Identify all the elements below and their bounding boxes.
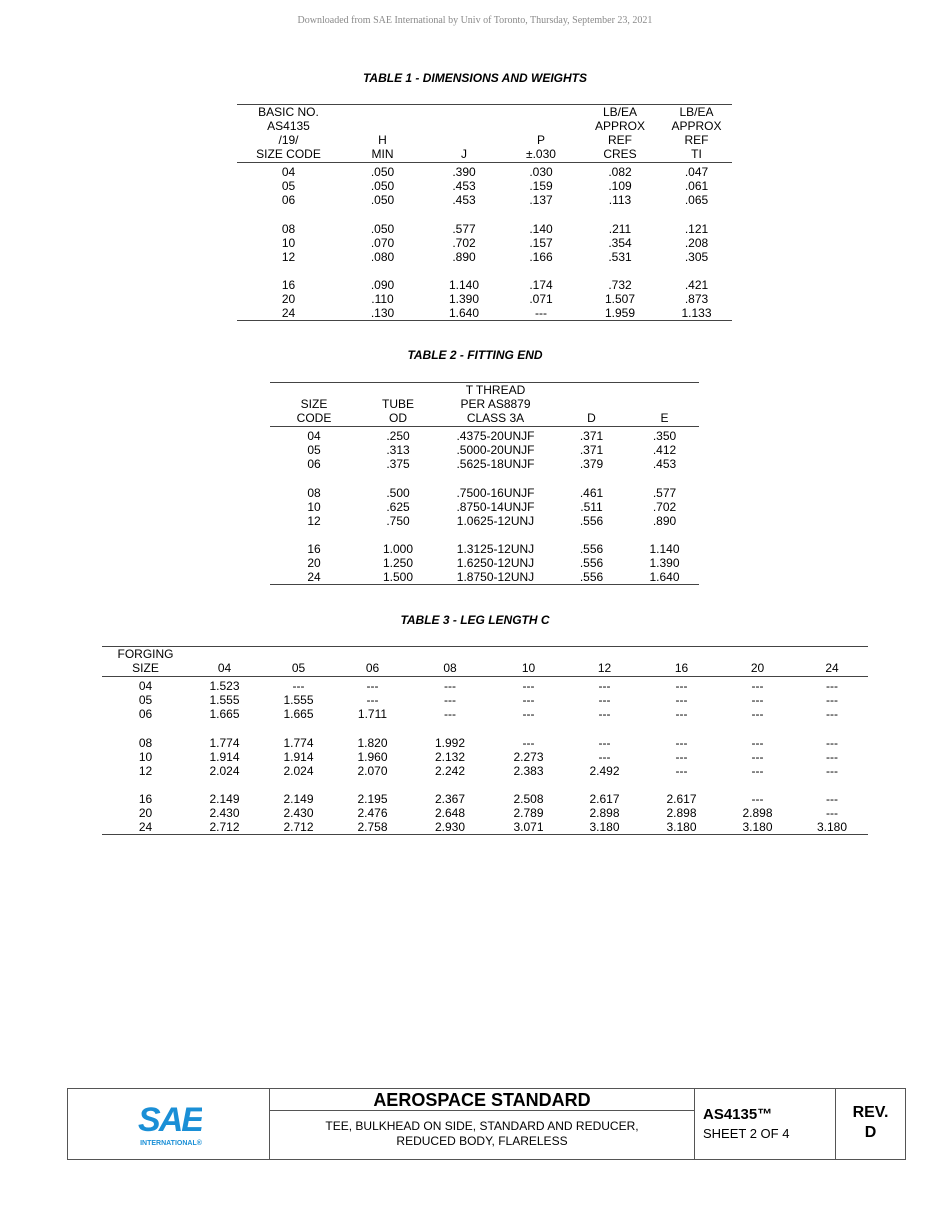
table-cell: 3.071: [492, 820, 565, 835]
table-cell: .371: [579, 429, 604, 443]
table-row: [237, 306, 732, 321]
table-cell: 10: [307, 499, 321, 514]
table-row: [270, 500, 699, 514]
table-cell: 2.617: [589, 792, 620, 806]
table-cell: ---: [366, 679, 379, 693]
table-row: [270, 486, 699, 500]
title-block: [67, 1088, 906, 1160]
table-cell: .159: [529, 179, 553, 193]
table-cell: 05: [307, 443, 321, 457]
table-cell: .390: [452, 165, 476, 179]
table-cell: 20: [138, 806, 153, 820]
table-row: [237, 250, 732, 264]
group-spacer: [270, 471, 699, 486]
table-cell: 2.789: [513, 806, 544, 820]
table1-header-5: LB/EA APPROX REF TI: [661, 105, 732, 163]
table-cell: ---: [826, 749, 838, 764]
table-row: [102, 820, 868, 835]
table-cell: .702: [452, 235, 476, 250]
table-cell: 1.774: [209, 735, 240, 750]
table-cell: ---: [675, 749, 688, 764]
table-cell: .500: [386, 485, 410, 500]
table-cell: .065: [684, 193, 709, 207]
table-cell: 2.242: [434, 763, 466, 778]
document-number: AS4135™: [703, 1106, 773, 1123]
table-cell: 06: [281, 193, 296, 207]
table-row: [270, 514, 699, 528]
table-cell: 2.070: [357, 763, 388, 778]
table-row: [102, 736, 868, 750]
group-spacer: [102, 721, 868, 736]
table-cell: .375: [386, 457, 410, 471]
table-cell: 20: [281, 292, 296, 306]
group-spacer: [237, 264, 732, 279]
table-cell: 16: [307, 542, 321, 556]
table-cell: .050: [370, 165, 395, 179]
table-cell: 2.149: [283, 792, 314, 806]
table-cell: 06: [307, 457, 321, 471]
table-cell: 05: [281, 179, 296, 193]
table-cell: .732: [608, 278, 632, 292]
table2-header-4: E: [630, 383, 699, 427]
table-cell: 1.665: [209, 707, 240, 721]
table-cell: .4375-20UNJF: [456, 429, 535, 443]
table-cell: 1.992: [434, 735, 466, 750]
table1-header-2: J: [425, 105, 503, 163]
table-cell: .350: [652, 429, 677, 443]
table-cell: .071: [529, 292, 553, 306]
table-cell: 12: [138, 763, 153, 778]
table-cell: ---: [598, 735, 611, 750]
table-cell: .354: [608, 235, 632, 250]
table-cell: ---: [826, 763, 838, 778]
table-cell: ---: [751, 735, 764, 750]
table3-header-row: [102, 647, 868, 677]
table-cell: 1.523: [209, 679, 240, 693]
table-cell: .121: [684, 221, 709, 236]
table-row: [102, 750, 868, 764]
table-cell: 1.0625-12UNJ: [456, 513, 535, 528]
table-cell: .211: [608, 221, 632, 236]
table-cell: 1.140: [649, 542, 680, 556]
table-cell: 2.195: [357, 792, 388, 806]
table-cell: .750: [386, 513, 410, 528]
table-cell: .421: [684, 278, 709, 292]
table-cell: ---: [675, 735, 688, 750]
table-row: [102, 806, 868, 820]
table-cell: .625: [386, 499, 410, 514]
table-cell: .082: [608, 165, 632, 179]
table-cell: 1.960: [357, 749, 388, 764]
table-cell: .5000-20UNJF: [456, 443, 535, 457]
table-cell: 24: [237, 306, 340, 321]
table-cell: 2.758: [337, 820, 408, 835]
table3-header-2: 05: [260, 647, 337, 677]
table-cell: .030: [529, 165, 553, 179]
table-cell: 1.250: [382, 556, 414, 570]
table-cell: .080: [370, 249, 395, 264]
table-cell: 04: [138, 679, 153, 693]
table-cell: 20: [307, 556, 321, 570]
table-cell: .174: [529, 278, 553, 292]
table-cell: .061: [684, 179, 709, 193]
table-row: [102, 677, 868, 694]
table-cell: 1.820: [357, 735, 388, 750]
table-row: [270, 427, 699, 444]
table-cell: .090: [370, 278, 395, 292]
table-row: [237, 278, 732, 292]
document-cell: [695, 1089, 836, 1159]
table-cell: ---: [751, 763, 764, 778]
table-cell: 2.508: [513, 792, 544, 806]
table-cell: 2.930: [408, 820, 492, 835]
table1-header-3: P ±.030: [503, 105, 579, 163]
table-cell: .890: [652, 513, 677, 528]
table-cell: 2.024: [209, 763, 240, 778]
table-cell: ---: [522, 693, 535, 707]
table-cell: ---: [675, 679, 688, 693]
table3-header-4: 08: [408, 647, 492, 677]
table-cell: .577: [452, 221, 476, 236]
table-cell: .556: [553, 570, 630, 585]
table-cell: .556: [579, 542, 604, 556]
download-watermark: Downloaded from SAE International by Univ of Toronto, Thursday, September 23, 2021: [297, 15, 653, 26]
table-cell: ---: [598, 707, 611, 721]
table-cell: .050: [370, 221, 395, 236]
table-cell: ---: [503, 306, 579, 321]
table-cell: 04: [281, 165, 296, 179]
table-cell: ---: [522, 735, 535, 750]
table-cell: .453: [452, 179, 476, 193]
table1-title: TABLE 1 - DIMENSIONS AND WEIGHTS: [362, 71, 587, 85]
table-cell: ---: [751, 792, 764, 806]
table-row: [270, 443, 699, 457]
table-cell: 1.665: [283, 707, 314, 721]
table1-header-0: BASIC NO. AS4135 /19/ SIZE CODE: [237, 105, 340, 163]
table-cell: .556: [579, 513, 604, 528]
table-cell: 1.500: [358, 570, 438, 585]
table-cell: ---: [444, 707, 456, 721]
table-cell: 2.476: [357, 806, 388, 820]
table-cell: 2.492: [589, 763, 620, 778]
table-cell: 1.640: [630, 570, 699, 585]
table-cell: ---: [675, 707, 688, 721]
table-cell: ---: [598, 749, 611, 764]
table-cell: .379: [579, 457, 604, 471]
group-spacer: [102, 778, 868, 793]
table-cell: ---: [826, 679, 838, 693]
table-cell: 1.390: [448, 292, 480, 306]
table-cell: .070: [370, 235, 395, 250]
table-row: [237, 179, 732, 193]
table-cell: .305: [684, 249, 709, 264]
table3-title: TABLE 3 - LEG LENGTH C: [400, 613, 550, 627]
table-cell: .511: [580, 499, 603, 514]
logo-cell: [68, 1089, 270, 1159]
table-cell: 1.959: [579, 306, 661, 321]
table-cell: 2.367: [434, 792, 466, 806]
table-row: [270, 556, 699, 570]
table-cell: ---: [675, 763, 688, 778]
table-cell: .7500-16UNJF: [456, 485, 535, 500]
table1-header-1: H MIN: [340, 105, 425, 163]
table-cell: .556: [579, 556, 604, 570]
table-cell: 08: [307, 485, 321, 500]
table-cell: 12: [307, 513, 321, 528]
table3-header-5: 10: [492, 647, 565, 677]
table-cell: .250: [386, 429, 410, 443]
table-cell: 2.712: [189, 820, 260, 835]
table-cell: 1.3125-12UNJ: [456, 542, 535, 556]
table-cell: 2.383: [513, 763, 544, 778]
table-row: [237, 163, 732, 180]
table-cell: 10: [138, 749, 153, 764]
table-row: [102, 707, 868, 721]
table2-header-0: SIZE CODE: [270, 383, 358, 427]
table-cell: 10: [281, 235, 296, 250]
table-cell: ---: [522, 707, 535, 721]
table-cell: 2.024: [283, 763, 314, 778]
table-cell: 2.273: [513, 749, 544, 764]
table-cell: .577: [652, 485, 677, 500]
table3-header-7: 16: [644, 647, 719, 677]
table-cell: ---: [598, 679, 611, 693]
table2-header-1: TUBE OD: [358, 383, 438, 427]
svg-text:INTERNATIONAL®: INTERNATIONAL®: [140, 1140, 202, 1147]
table-row: [102, 764, 868, 778]
table1-header-4: LB/EA APPROX REF CRES: [579, 105, 661, 163]
revision-label: REV.: [852, 1104, 889, 1121]
table-cell: 2.430: [209, 806, 240, 820]
sae-logo: [138, 1100, 202, 1150]
table-cell: ---: [826, 693, 838, 707]
table-row: [270, 457, 699, 471]
table-cell: 2.617: [666, 792, 697, 806]
table-cell: 16: [138, 792, 153, 806]
table-cell: .050: [370, 193, 395, 207]
table-cell: 2.898: [589, 806, 620, 820]
revision-cell: [836, 1089, 905, 1159]
table-cell: 05: [138, 693, 153, 707]
table-cell: 1.8750-12UNJ: [438, 570, 553, 585]
table2-header-row: [270, 383, 699, 427]
table-cell: 2.132: [434, 749, 466, 764]
table-cell: ---: [292, 679, 305, 693]
table-cell: .313: [386, 443, 410, 457]
table-cell: ---: [826, 806, 838, 820]
table-row: [237, 193, 732, 207]
table-cell: .157: [529, 235, 553, 250]
table-cell: .109: [608, 179, 632, 193]
table-cell: .8750-14UNJF: [456, 499, 535, 514]
table-cell: 1.390: [649, 556, 680, 570]
table-row: [102, 693, 868, 707]
table-row: [237, 236, 732, 250]
table-cell: .371: [579, 443, 604, 457]
table-cell: .140: [529, 221, 553, 236]
revision-value: D: [864, 1124, 877, 1141]
table-cell: 3.180: [719, 820, 796, 835]
table-cell: 16: [281, 278, 296, 292]
table-cell: .873: [684, 292, 709, 306]
table-cell: .5625-18UNJF: [456, 457, 535, 471]
table-cell: .890: [452, 249, 476, 264]
table3-header-0: FORGING SIZE: [102, 647, 189, 677]
table2-header-2: T THREAD PER AS8879 CLASS 3A: [438, 383, 553, 427]
table-cell: 24: [102, 820, 189, 835]
table-row: [102, 792, 868, 806]
table-cell: 1.000: [382, 542, 414, 556]
table-cell: 04: [307, 429, 321, 443]
svg-text:SAE: SAE: [138, 1101, 202, 1139]
table2-header-3: D: [553, 383, 630, 427]
table-cell: 1.507: [604, 292, 636, 306]
table-cell: .047: [684, 165, 709, 179]
dimensions-weights-table: [237, 104, 732, 321]
table-cell: 1.555: [283, 693, 314, 707]
table3-header-8: 20: [719, 647, 796, 677]
table-cell: 1.914: [283, 749, 314, 764]
table-cell: 1.140: [448, 278, 480, 292]
table-cell: 24: [270, 570, 358, 585]
table2-title: TABLE 2 - FITTING END: [407, 348, 543, 362]
table-cell: 1.640: [425, 306, 503, 321]
table-cell: 3.180: [565, 820, 644, 835]
table1-header-row: [237, 105, 732, 163]
table-cell: .113: [608, 193, 632, 207]
table-cell: 2.648: [434, 806, 466, 820]
table-cell: ---: [751, 707, 764, 721]
table-cell: .453: [652, 457, 677, 471]
table-cell: 08: [281, 221, 296, 236]
table-cell: 12: [281, 249, 296, 264]
table-cell: 2.149: [209, 792, 240, 806]
table-row: [237, 222, 732, 236]
table-cell: .412: [652, 443, 677, 457]
table-cell: .166: [529, 249, 553, 264]
table-cell: ---: [826, 735, 838, 750]
table-cell: ---: [751, 679, 764, 693]
table-row: [270, 570, 699, 585]
table3-header-1: 04: [189, 647, 260, 677]
standard-description: TEE, BULKHEAD ON SIDE, STANDARD AND REDUCER, REDUCED BODY, FLARELESS: [325, 1119, 639, 1148]
table-cell: 2.898: [666, 806, 697, 820]
table-cell: 1.555: [209, 693, 240, 707]
table-cell: .208: [684, 235, 709, 250]
table-cell: ---: [826, 707, 838, 721]
table-cell: ---: [675, 693, 688, 707]
table-cell: .130: [340, 306, 425, 321]
table-cell: 2.712: [260, 820, 337, 835]
fitting-end-table: [270, 382, 699, 585]
table-cell: .137: [529, 193, 553, 207]
leg-length-table: [102, 646, 868, 835]
table-cell: 1.914: [209, 749, 240, 764]
table-cell: 1.133: [661, 306, 732, 321]
table3-header-6: 12: [565, 647, 644, 677]
table3-header-3: 06: [337, 647, 408, 677]
table-cell: ---: [826, 792, 838, 806]
table-row: [270, 542, 699, 556]
table-cell: .050: [370, 179, 395, 193]
table-cell: ---: [444, 679, 456, 693]
table-row: [237, 292, 732, 306]
group-spacer: [237, 207, 732, 222]
table-cell: 06: [138, 707, 153, 721]
table-cell: ---: [444, 693, 456, 707]
table-cell: .461: [579, 485, 604, 500]
table-cell: .453: [452, 193, 476, 207]
table3-header-9: 24: [796, 647, 868, 677]
table-cell: ---: [522, 679, 535, 693]
group-spacer: [270, 528, 699, 543]
table-cell: .702: [652, 499, 677, 514]
table-cell: 3.180: [796, 820, 868, 835]
sheet-number: SHEET 2 OF 4: [703, 1126, 790, 1141]
table-cell: 08: [138, 735, 153, 750]
table-cell: ---: [751, 749, 764, 764]
table-cell: 3.180: [644, 820, 719, 835]
table-cell: ---: [366, 693, 379, 707]
table-cell: 1.711: [357, 707, 388, 721]
table-cell: ---: [598, 693, 611, 707]
table-cell: .531: [608, 249, 632, 264]
table-cell: 1.774: [283, 735, 314, 750]
table-cell: 1.6250-12UNJ: [456, 556, 535, 570]
table-cell: ---: [751, 693, 764, 707]
standard-title: AEROSPACE STANDARD: [270, 1089, 694, 1111]
table-cell: .110: [371, 292, 394, 306]
table-cell: 2.898: [742, 806, 773, 820]
title-cell: [270, 1089, 695, 1159]
table-cell: 2.430: [283, 806, 314, 820]
